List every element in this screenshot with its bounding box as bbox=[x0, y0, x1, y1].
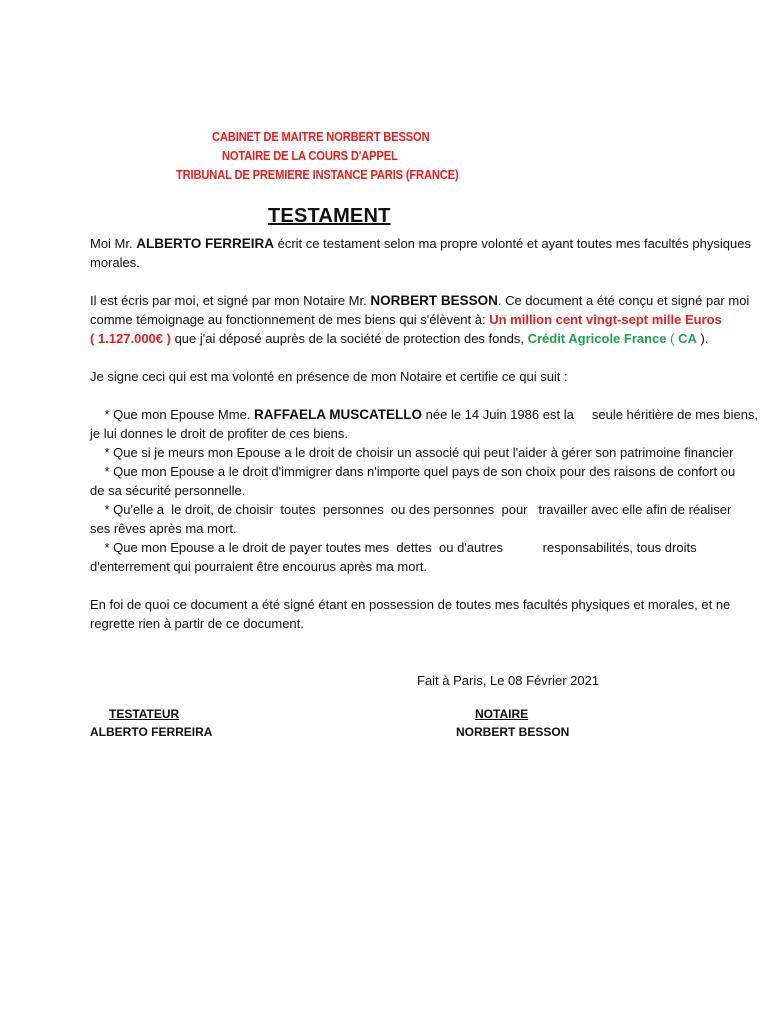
list-item-heir-cont: je lui donnes le droit de profiter de ces biens. bbox=[90, 426, 348, 441]
list-item-immigrate: * Que mon Epouse a le droit d'immigrer dans n'importe quel pays de son choix pour des raisons de confort ou bbox=[90, 464, 736, 479]
paragraph-closing-line2: regrette rien à partir de ce document. bbox=[90, 616, 304, 631]
paragraph-notary-line1: Il est écris par moi, et signé par mon Notaire Mr. NORBERT BESSON. Ce document a été conçu et signé par moi bbox=[90, 293, 750, 308]
place-and-date: Fait à Paris, Le 08 Février 2021 bbox=[417, 673, 600, 688]
list-item-heir: * Que mon Epouse Mme. RAFFAELA MUSCATELLO née le 14 Juin 1986 est la seule héritière de mes biens, bbox=[90, 407, 759, 422]
amount-in-words: Un million cent vingt-sept mille Euros bbox=[489, 312, 722, 327]
list-item-choose-persons-cont: ses rêves après ma mort. bbox=[90, 521, 237, 536]
list-item-choose-persons: * Qu'elle a le droit, de choisir toutes personnes ou des personnes pour travailler avec elle afin de réaliser bbox=[90, 502, 732, 517]
bank-abbreviation: CA bbox=[678, 331, 697, 346]
notary-label: NOTAIRE bbox=[475, 707, 529, 721]
header-notary-title: NOTAIRE DE LA COURS D'APPEL bbox=[222, 148, 398, 163]
bank-name: Crédit Agricole France bbox=[527, 331, 667, 346]
testator-name-inline: ALBERTO FERREIRA bbox=[136, 236, 274, 251]
header-firm-name: CABINET DE MAITRE NORBERT BESSON bbox=[212, 129, 430, 144]
list-item-debts-cont: d'enterrement qui pourraient être encourus après ma mort. bbox=[90, 559, 428, 574]
spouse-name-inline: RAFFAELA MUSCATELLO bbox=[254, 407, 423, 422]
testator-label: TESTATEUR bbox=[109, 707, 180, 721]
testator-name: ALBERTO FERREIRA bbox=[90, 725, 213, 739]
notary-name: NORBERT BESSON bbox=[456, 725, 570, 739]
list-item-debts: * Que mon Epouse a le droit de payer toutes mes dettes ou d'autres responsabilités, tous droits bbox=[90, 540, 697, 555]
header-tribunal: TRIBUNAL DE PREMIERE INSTANCE PARIS (FRANCE) bbox=[176, 167, 459, 182]
paragraph-notary-line2: comme témoignage au fonctionnement de mes biens qui s'élèvent à: Un million cent vingt-sept mille Euros bbox=[90, 312, 722, 327]
paragraph-certify: Je signe ceci qui est ma volonté en présence de mon Notaire et certifie ce qui suit : bbox=[90, 369, 568, 384]
paragraph-closing-line1: En foi de quoi ce document a été signé étant en possession de toutes mes facultés physiques et morales, et ne bbox=[90, 597, 731, 612]
list-item-associate: * Que si je meurs mon Epouse a le droit de choisir un associé qui peut l'aider à gérer son patrimoine financier bbox=[90, 445, 734, 460]
amount-number: ( 1.127.000€ ) bbox=[90, 331, 171, 346]
document-title: TESTAMENT bbox=[268, 205, 391, 227]
notary-name-inline: NORBERT BESSON bbox=[370, 293, 498, 308]
paragraph-intro-line1: Moi Mr. ALBERTO FERREIRA écrit ce testament selon ma propre volonté et ayant toutes mes facultés physiques bbox=[90, 236, 751, 251]
paragraph-intro-line2: morales. bbox=[90, 255, 140, 270]
list-item-immigrate-cont: de sa sécurité personnelle. bbox=[90, 483, 246, 498]
paragraph-notary-line3: ( 1.127.000€ ) que j'ai déposé auprès de la société de protection des fonds, Crédit Agricole France ( CA ). bbox=[90, 331, 709, 346]
